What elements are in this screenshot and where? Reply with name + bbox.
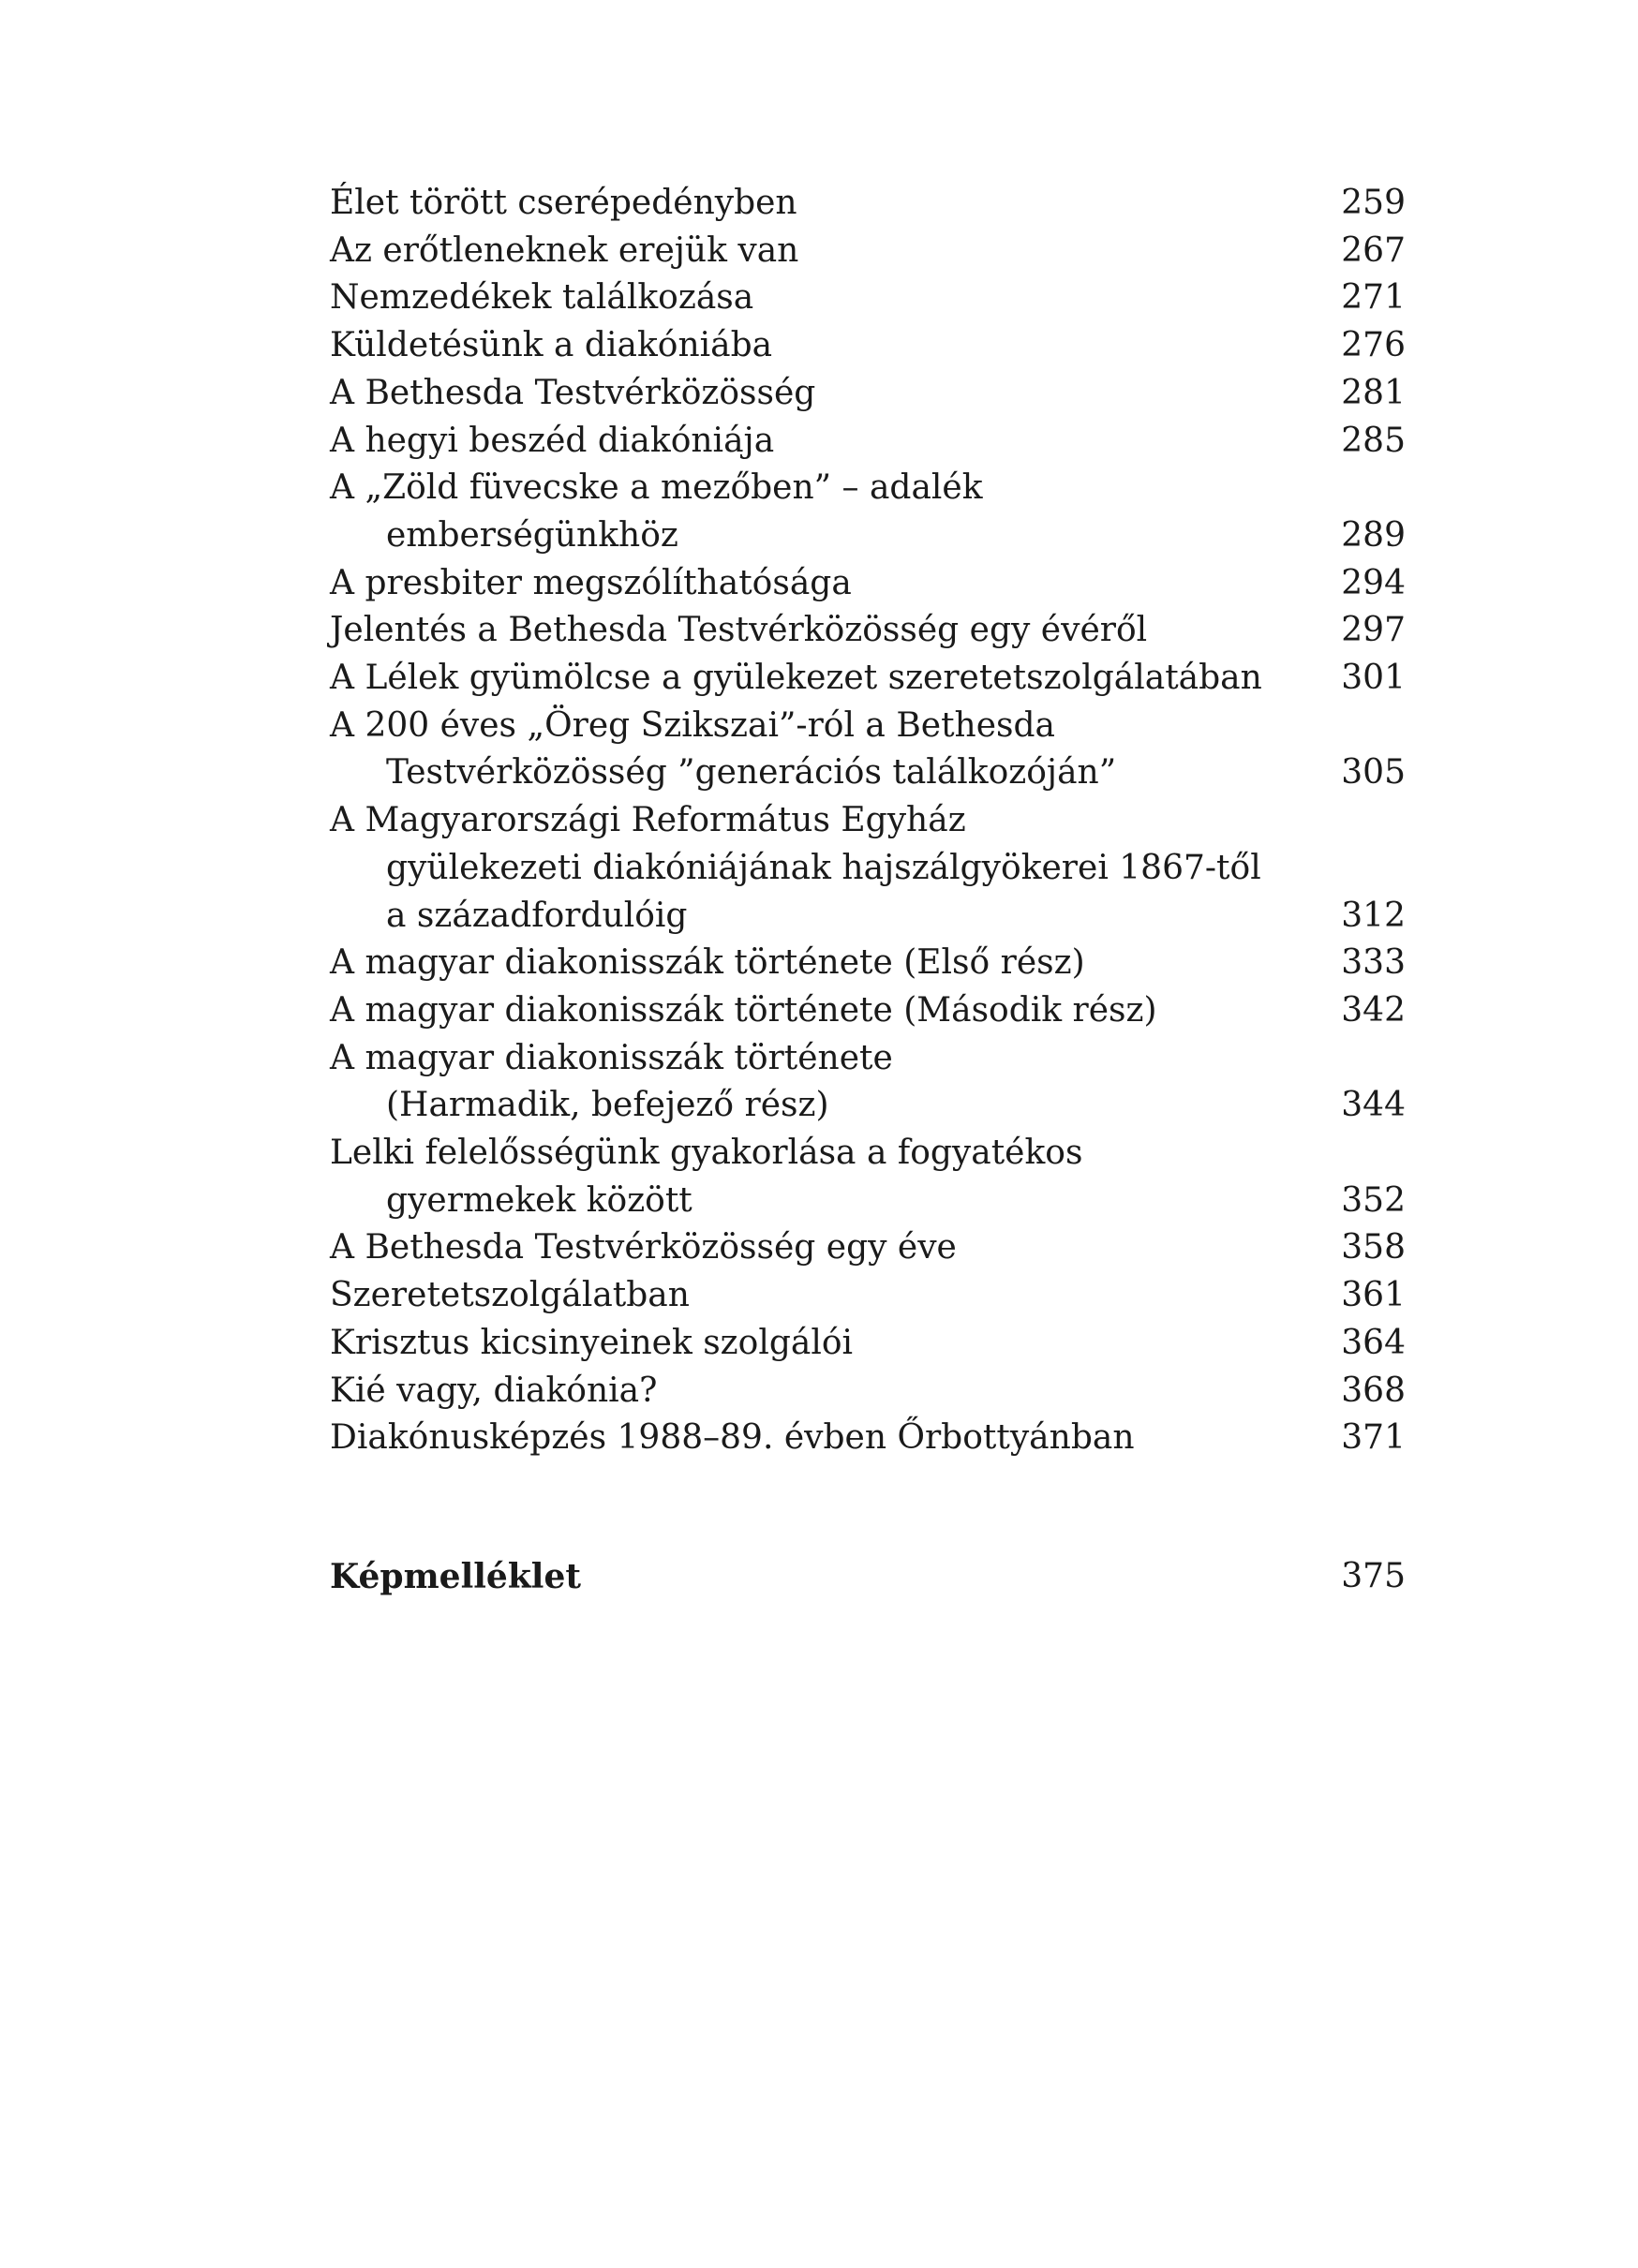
toc-entry-title: Kié vagy, diakónia?	[330, 1371, 658, 1410]
toc-entry	[330, 797, 1406, 940]
toc-entry	[330, 1415, 1406, 1462]
toc-entry-page-number: 297	[1341, 611, 1406, 650]
toc-entry-title: A Bethesda Testvérközösség egy éve	[330, 1228, 957, 1267]
appendix-page-number: 375	[1341, 1557, 1406, 1595]
toc-entry	[330, 418, 1406, 466]
toc-entry-page-number: 285	[1341, 421, 1406, 460]
toc-entry	[330, 370, 1406, 418]
toc-entry-page-number: 301	[1341, 659, 1406, 698]
toc-entry	[330, 987, 1406, 1035]
appendix-title: Képmelléklet	[330, 1557, 581, 1596]
toc-entry-page-number: 271	[1341, 278, 1406, 318]
toc-entry	[330, 655, 1406, 703]
toc-entry-title: A Magyarországi Református Egyház	[330, 801, 966, 840]
toc-entry	[330, 1130, 1406, 1224]
toc-entry-title: Szeretetszolgálatban	[330, 1276, 690, 1315]
toc-entry	[330, 1224, 1406, 1272]
toc-entry-title: Élet törött cserépedényben	[330, 184, 797, 222]
toc-entry-page-number: 342	[1341, 990, 1406, 1030]
toc-entry-page-number: 358	[1341, 1228, 1406, 1267]
appendix-entry	[330, 1553, 1406, 1601]
toc-entry-title: A presbiter megszólíthatósága	[330, 563, 852, 602]
toc-entry	[330, 940, 1406, 987]
toc-entry	[330, 322, 1406, 370]
toc-entry-page-number: 259	[1341, 184, 1406, 222]
toc-entry-page-number: 289	[1341, 515, 1406, 555]
toc-entry-title: Küldetésünk a diakóniába	[330, 326, 773, 365]
toc-entry-page-number: 305	[1341, 753, 1406, 793]
toc-entry-title: A 200 éves „Öreg Szikszai”-ról a Bethesda	[330, 705, 1056, 745]
toc-entry	[330, 607, 1406, 655]
toc-entry-title: Diakónusképzés 1988–89. évben Őrbottyánban	[330, 1418, 1135, 1458]
toc-entry-page-number: 267	[1341, 230, 1406, 270]
toc-entry-title: A Bethesda Testvérközösség	[330, 373, 816, 412]
toc-entry	[330, 1368, 1406, 1416]
toc-entry-title: A Lélek gyümölcse a gyülekezet szeretetszolgálatában	[330, 659, 1262, 698]
toc-entry	[330, 180, 1406, 228]
toc-entry-page-number: 368	[1341, 1371, 1406, 1410]
toc-entry-title-continuation: a századfordulóig	[386, 896, 688, 935]
toc-entry-page-number: 333	[1341, 943, 1406, 983]
toc-entry-title-continuation: Testvérközösség ”generációs találkozóján”	[386, 753, 1117, 793]
toc-entry-title-continuation: gyermekek között	[386, 1180, 692, 1220]
toc-entry	[330, 228, 1406, 275]
toc-entry	[330, 274, 1406, 322]
toc-entry-page-number: 352	[1341, 1180, 1406, 1220]
toc-entry-title-continuation: gyülekezeti diakóniájának hajszálgyökerei 1867-től	[386, 848, 1261, 887]
toc-entry-page-number: 281	[1341, 373, 1406, 412]
toc-entry-page-number: 371	[1341, 1418, 1406, 1458]
toc-entry-title: Jelentés a Bethesda Testvérközösség egy évéről	[330, 611, 1148, 650]
toc-entry-title: A hegyi beszéd diakóniája	[330, 421, 775, 460]
toc-entry-title: Lelki felelősségünk gyakorlása a fogyatékos	[330, 1134, 1083, 1173]
toc-entry-title-continuation: emberségünkhöz	[386, 515, 678, 555]
toc-entry	[330, 560, 1406, 608]
toc-entry-title: A „Zöld füvecske a mezőben” – adalék	[330, 468, 983, 508]
toc-entry-title: A magyar diakonisszák története (Második rész)	[330, 990, 1157, 1030]
toc-entry-page-number: 294	[1341, 563, 1406, 602]
toc-entry	[330, 703, 1406, 797]
toc-entry-title: A magyar diakonisszák története	[330, 1038, 893, 1077]
toc-entry-page-number: 276	[1341, 326, 1406, 365]
toc-entry-title: Nemzedékek találkozása	[330, 278, 754, 318]
toc-entry-title: A magyar diakonisszák története (Első rész)	[330, 943, 1085, 983]
toc-entry	[330, 1320, 1406, 1368]
toc-entry-page-number: 312	[1341, 896, 1406, 935]
toc-entry	[330, 465, 1406, 559]
toc-entry-page-number: 364	[1341, 1323, 1406, 1362]
table-of-contents	[330, 180, 1406, 1462]
toc-entry-page-number: 361	[1341, 1276, 1406, 1315]
toc-entry-title-continuation: (Harmadik, befejező rész)	[386, 1086, 829, 1125]
toc-entry	[330, 1035, 1406, 1130]
toc-entry-title: Krisztus kicsinyeinek szolgálói	[330, 1323, 854, 1362]
toc-entry-title: Az erőtleneknek erejük van	[330, 230, 799, 270]
toc-entry	[330, 1272, 1406, 1320]
toc-entry-page-number: 344	[1341, 1086, 1406, 1125]
